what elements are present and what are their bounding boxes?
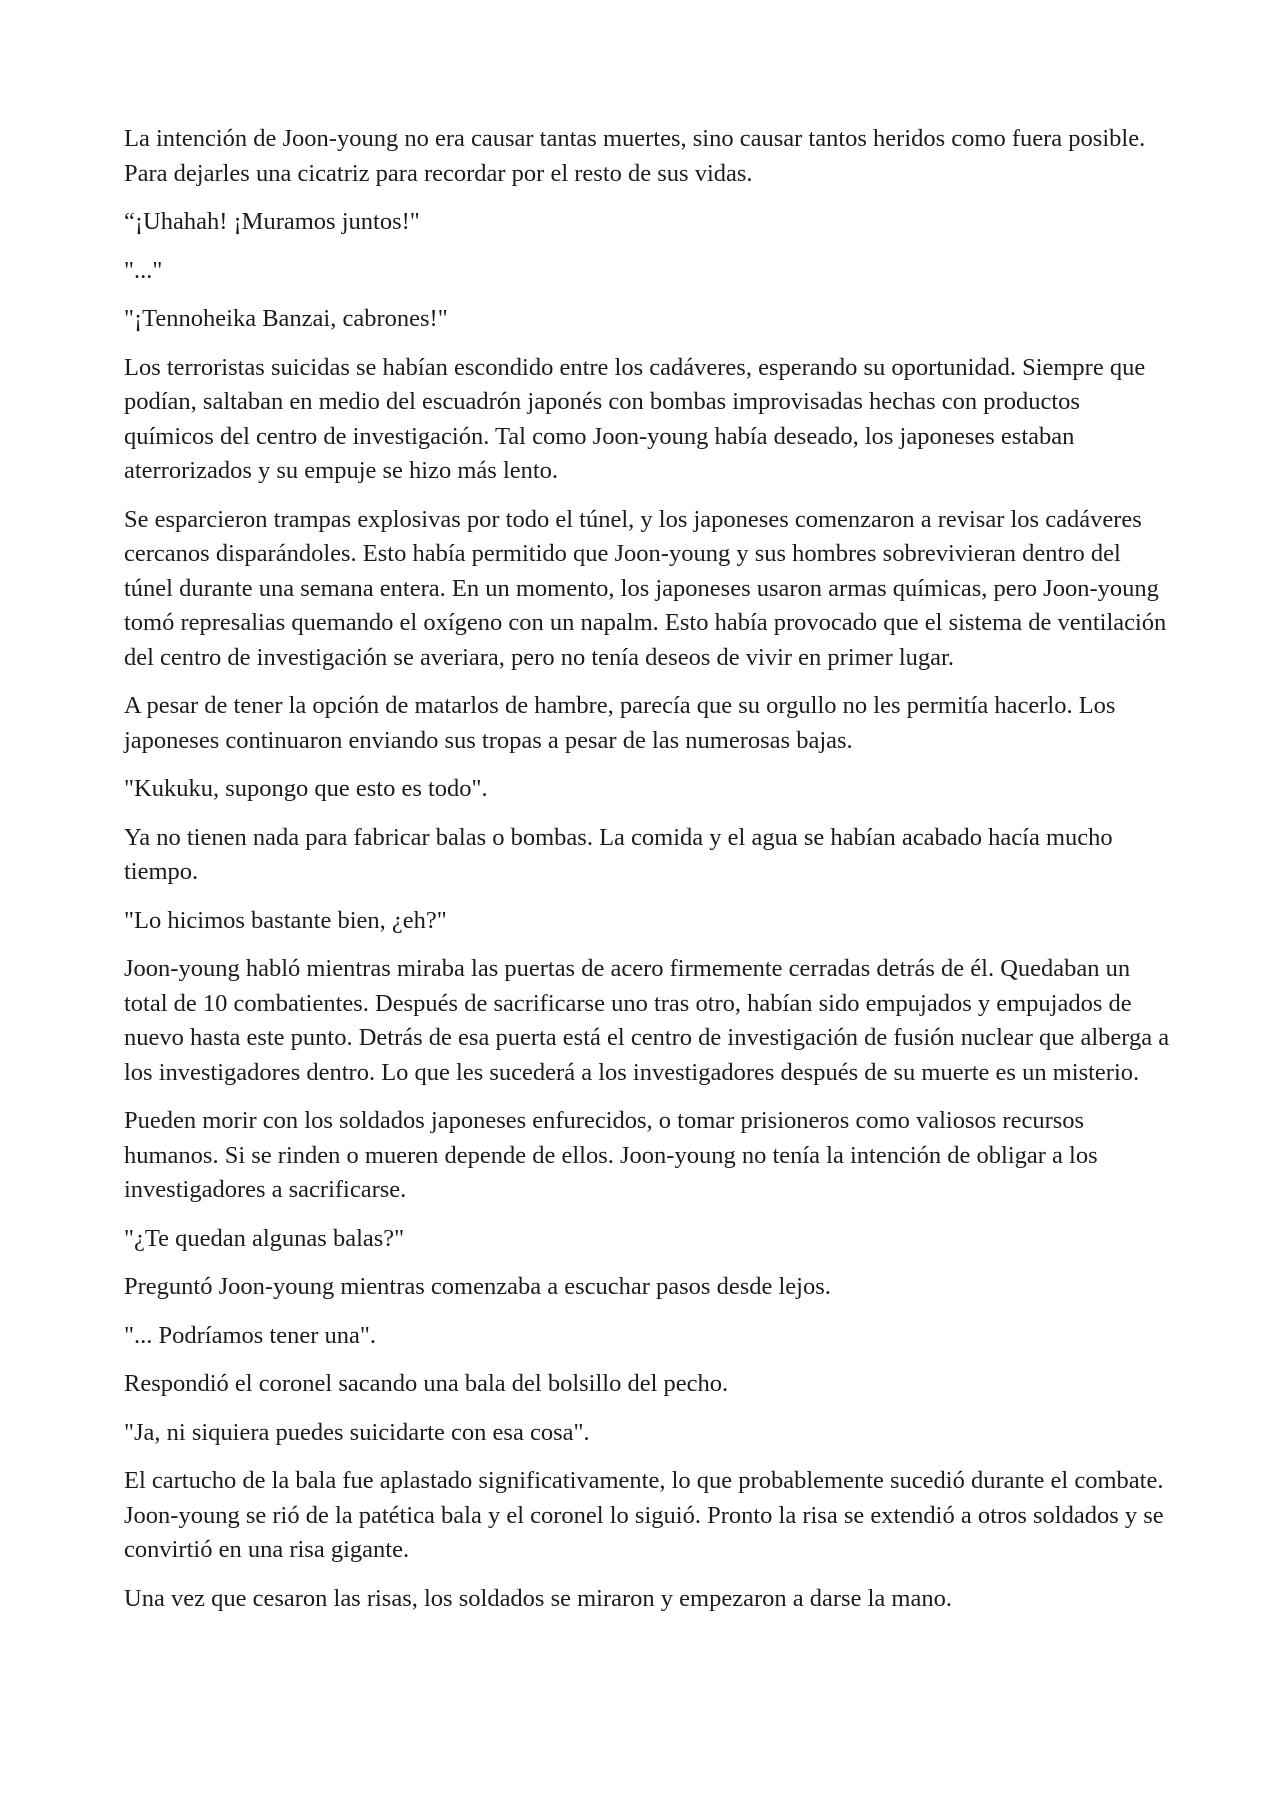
paragraph: "¿Te quedan algunas balas?" xyxy=(124,1224,405,1252)
paragraph: Joon-young habló mientras miraba las puertas de acero firmemente cerradas detrás de él. Quedaban un total de 10 combatientes. Después de sacrificarse uno tras otro, habían sido empujados y empujados de nuevo hasta este punto. Detrás de esa puerta está el centro de investigación de fusión nuclear que alberga a los investigadores dentro. Lo que les sucederá a los investigadores después de su muerte es un misterio. xyxy=(124,955,1170,1086)
paragraph: A pesar de tener la opción de matarlos de hambre, parecía que su orgullo no les permitía hacerlo. Los japoneses continuaron enviando sus tropas a pesar de las numerosas bajas. xyxy=(124,692,1116,754)
document-body xyxy=(124,122,1174,1630)
paragraph: Pueden morir con los soldados japoneses enfurecidos, o tomar prisioneros como valiosos recursos humanos. Si se rinden o mueren depende de ellos. Joon-young no tenía la intención de obligar a los investigadores a sacrificarse. xyxy=(124,1107,1098,1203)
paragraph: La intención de Joon-young no era causar tantas muertes, sino causar tantos heridos como fuera posible. Para dejarles una cicatriz para recordar por el resto de sus vidas. xyxy=(124,125,1146,187)
paragraph: "..." xyxy=(124,256,163,284)
paragraph: "Lo hicimos bastante bien, ¿eh?" xyxy=(124,906,447,934)
paragraph: "... Podríamos tener una". xyxy=(124,1321,377,1349)
paragraph: "¡Tennoheika Banzai, cabrones!" xyxy=(124,305,448,332)
paragraph: “¡Uhahah! ¡Muramos juntos!" xyxy=(124,208,420,235)
paragraph: El cartucho de la bala fue aplastado significativamente, lo que probablemente sucedió durante el combate. Joon-young se rió de la patética bala y el coronel lo siguió. Pronto la risa se extendió a otros soldados y se convirtió en una risa gigante. xyxy=(124,1467,1164,1563)
paragraph: "Ja, ni siquiera puedes suicidarte con esa cosa". xyxy=(124,1418,590,1446)
paragraph: Una vez que cesaron las risas, los soldados se miraron y empezaron a darse la mano. xyxy=(124,1584,952,1612)
paragraph: "Kukuku, supongo que esto es todo". xyxy=(124,775,488,802)
paragraph: Los terroristas suicidas se habían escondido entre los cadáveres, esperando su oportunidad. Siempre que podían, saltaban en medio del escuadrón japonés con bombas improvisadas hechas con productos químicos del centro de investigación. Tal como Joon-young había deseado, los japoneses estaban aterrorizados y su empuje se hizo más lento. xyxy=(124,353,1146,484)
paragraph: Respondió el coronel sacando una bala del bolsillo del pecho. xyxy=(124,1370,729,1397)
paragraph: Preguntó Joon-young mientras comenzaba a escuchar pasos desde lejos. xyxy=(124,1273,831,1300)
paragraph: Ya no tienen nada para fabricar balas o bombas. La comida y el agua se habían acabado hacía mucho tiempo. xyxy=(124,823,1113,885)
paragraph: Se esparcieron trampas explosivas por todo el túnel, y los japoneses comenzaron a revisar los cadáveres cercanos disparándoles. Esto había permitido que Joon-young y sus hombres sobrevivieran dentro del túnel durante una semana entera. En un momento, los japoneses usaron armas químicas, pero Joon-young tomó represalias quemando el oxígeno con un napalm. Esto había provocado que el sistema de ventilación del centro de investigación se averiara, pero no tenía deseos de vivir en primer lugar. xyxy=(124,505,1167,671)
